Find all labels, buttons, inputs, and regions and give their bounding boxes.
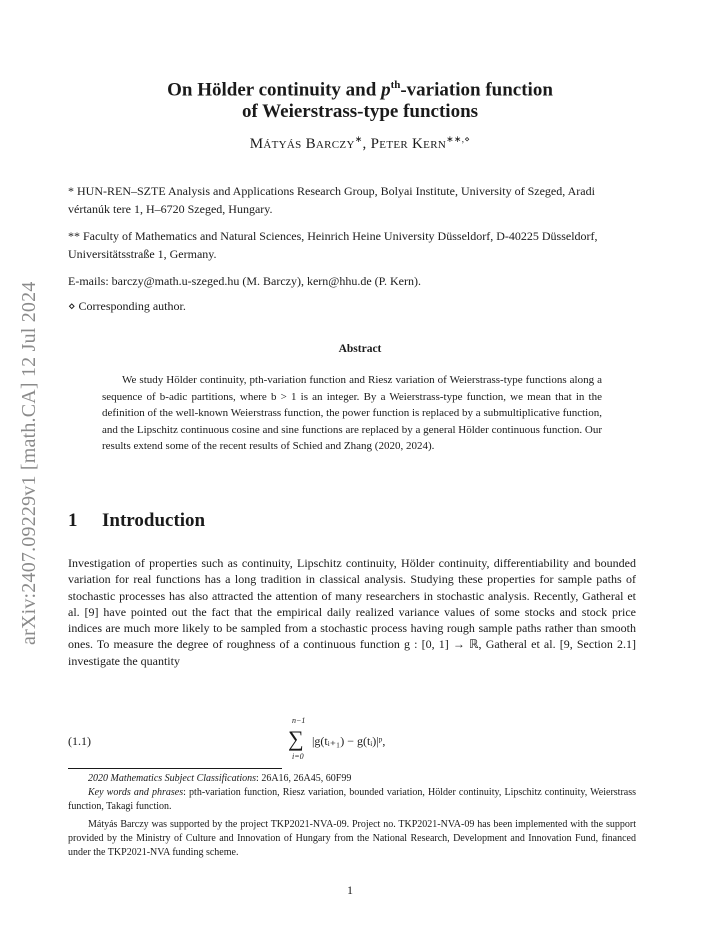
- section-number: 1: [68, 510, 78, 531]
- abstract-text: We study Hölder continuity, pth-variation function and Riesz variation of Weierstrass-type functions along a sequence of b-adic partitions, where b > 1 is an integer. By a Weierstrass-type function, we mean that in the definition of the well-known Weierstrass function, the power function is replaced by a submultiplicative function, and the Lipschitz continuous cosine and sine functions are replaced by a general Hölder continuous function. Our results extend some of the recent results of Schied and Zhang (2020, 2024).: [102, 374, 602, 452]
- title-p: p: [381, 79, 391, 101]
- author-list: Mátyás Barczy∗, Peter Kern∗∗,⋄: [249, 134, 471, 152]
- title-line-1: On Hölder continuity and $p^{th}$-variation function: [167, 79, 553, 101]
- msc-codes: : 26A16, 26A45, 60F99: [256, 773, 352, 784]
- equation-label: (1.1): [68, 734, 91, 748]
- intro-paragraph: Investigation of properties such as continuity, Lipschitz continuity, Hölder continuity, differentiability and bounded variation for real functions has a long tradition in classical analysis. Studying these properties for sample paths of stochastic processes has also attracted the attention of many researchers in stochastic analysis. Recently, Gatheral et al. [9] have pointed out the fact that the empirical daily realized variance values of some stocks and stock price indices are much more likely to be sampled from a stochastic process having rough sample paths rather than smooth ones. To measure the degree of roughness of a continuous function g : [0, 1] → ℝ, Gatheral et al. [9, Section 2.1] investigate the quantity: [68, 556, 636, 668]
- affiliation-szeged: * HUN-REN–SZTE Analysis and Applications Research Group, Bolyai Institute, University of Szeged, Aradi vértanúk tere 1, H–6720 Szeged, Hungary.: [68, 184, 595, 216]
- corresponding-author: ⋄ Corresponding author.: [68, 299, 186, 313]
- footnote-keywords: [68, 786, 636, 814]
- sum-lower-limit: i=0: [292, 752, 304, 761]
- footnote-rule: [68, 768, 282, 769]
- section-heading: [68, 510, 205, 532]
- funding-text: Mátyás Barczy was supported by the project TKP2021-NVA-09. Project no. TKP2021-NVA-09 has been implemented with the support provided by the Ministry of Culture and Innovation of Hungary from the National Research, Development and Innovation Fund, financed under the TKP2021-NVA funding scheme.: [68, 819, 636, 858]
- keywords-label: Key words and phrases: [88, 787, 184, 798]
- author-mark-1: ∗: [354, 134, 363, 144]
- equation-body: |g(tᵢ₊₁) − g(tᵢ)|ᵖ,: [312, 734, 386, 748]
- affiliation-dusseldorf: ** Faculty of Mathematics and Natural Sciences, Heinrich Heine University Düsseldorf, D-40225 Düsseldorf, Universitätsstraße 1, Germany.: [68, 229, 598, 261]
- sum-upper-limit: n−1: [292, 716, 306, 725]
- keywords-text: : pth-variation function, Riesz variation, bounded variation, Hölder continuity, Lipschitz continuity, Weierstrass function, Takagi function.: [68, 787, 636, 812]
- page-number: 1: [347, 883, 353, 897]
- section-title: Introduction: [102, 510, 206, 531]
- author-kern: Peter Kern: [370, 136, 447, 152]
- sum-symbol: ∑: [288, 726, 304, 751]
- author-barczy: Mátyás Barczy: [249, 136, 355, 152]
- author-mark-2: ∗∗,⋄: [446, 134, 471, 144]
- abstract-heading: Abstract: [338, 343, 382, 355]
- title-superscript: th: [390, 79, 401, 91]
- msc-label: 2020 Mathematics Subject Classifications: [88, 773, 257, 784]
- paper-title: [80, 74, 640, 123]
- footnote-msc: [68, 772, 636, 786]
- title-line-2: of Weierstrass-type functions: [241, 101, 479, 123]
- footnote-funding: [68, 818, 636, 860]
- author-emails: E-mails: barczy@math.u-szeged.hu (M. Barczy), kern@hhu.de (P. Kern).: [68, 274, 421, 288]
- arxiv-identifier: arXiv:2407.09229v1 [math.CA] 12 Jul 2024: [18, 281, 40, 645]
